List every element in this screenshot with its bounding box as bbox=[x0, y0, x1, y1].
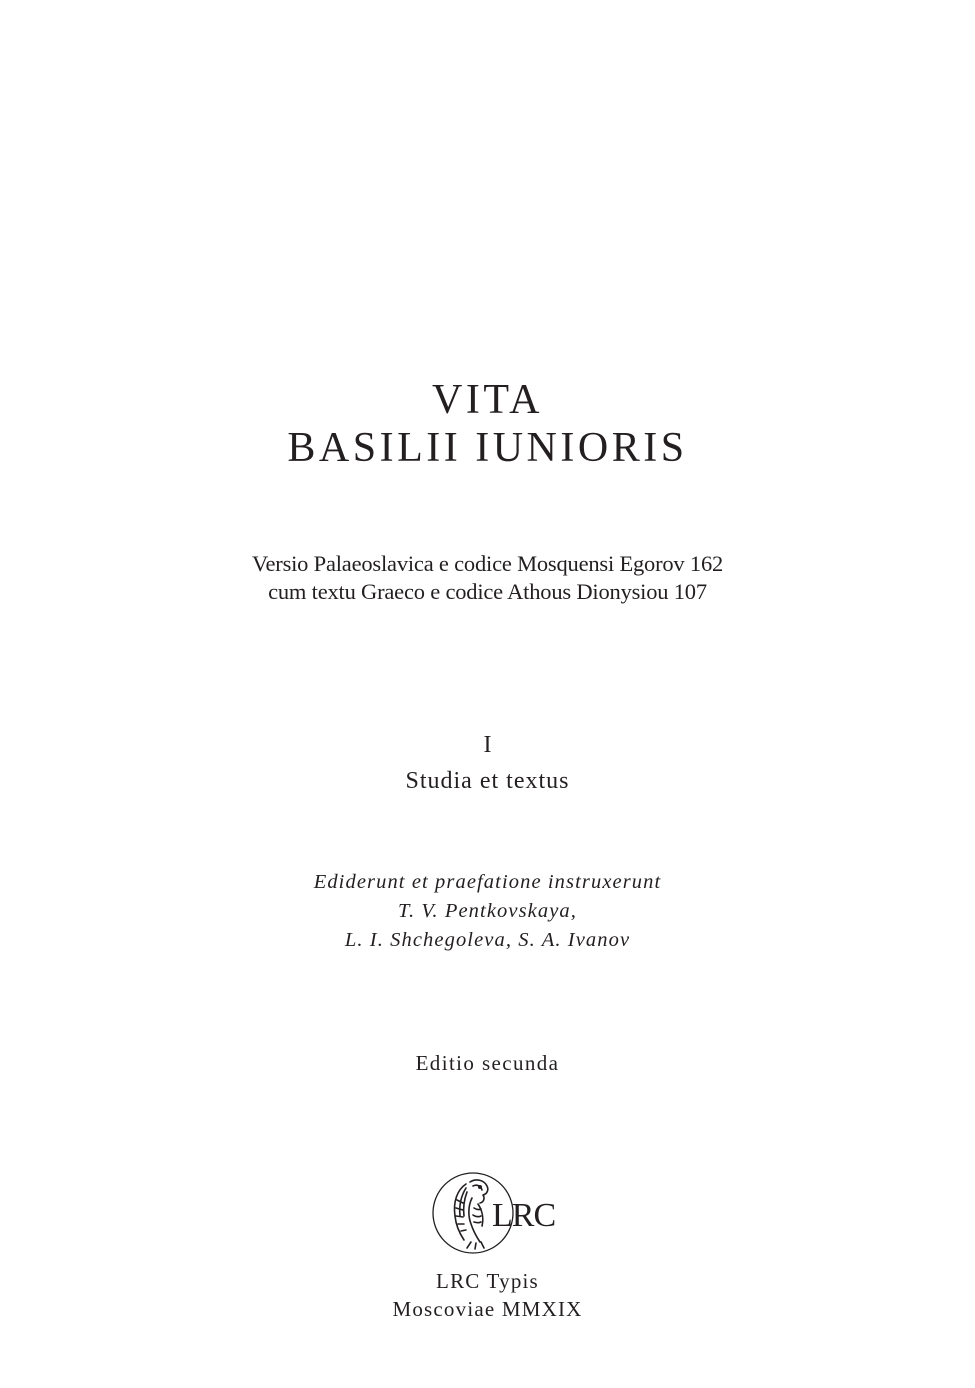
logo-text: LRC bbox=[492, 1197, 556, 1234]
editors-line-3: L. I. Shchegoleva, S. A. Ivanov bbox=[344, 929, 631, 951]
volume-title: Studia et textus bbox=[405, 768, 570, 794]
subtitle-line-1: Versio Palaeoslavica e codice Mosquensi Egorov 162 bbox=[251, 551, 724, 576]
volume-number: I bbox=[483, 732, 492, 758]
winged-lion-icon bbox=[454, 1180, 487, 1249]
editors bbox=[0, 868, 975, 955]
title-line-2: BASILII IUNIORIS bbox=[287, 425, 688, 471]
publisher-imprint bbox=[0, 1267, 975, 1323]
publisher-line-2: Moscoviae MMXIX bbox=[392, 1297, 583, 1321]
title-page-title bbox=[0, 376, 975, 472]
subtitle-line-2: cum textu Graeco e codice Athous Dionysiou 107 bbox=[268, 579, 707, 604]
publisher-line-1: LRC Typis bbox=[436, 1269, 539, 1293]
editors-line-2: T. V. Pentkovskaya, bbox=[398, 900, 577, 922]
edition: Editio secunda bbox=[415, 1051, 560, 1075]
publisher-logo bbox=[430, 1170, 560, 1256]
editors-line-1: Ediderunt et praefatione instruxerunt bbox=[313, 871, 662, 893]
subtitle bbox=[0, 550, 975, 606]
title-line-1: VITA bbox=[432, 377, 543, 423]
